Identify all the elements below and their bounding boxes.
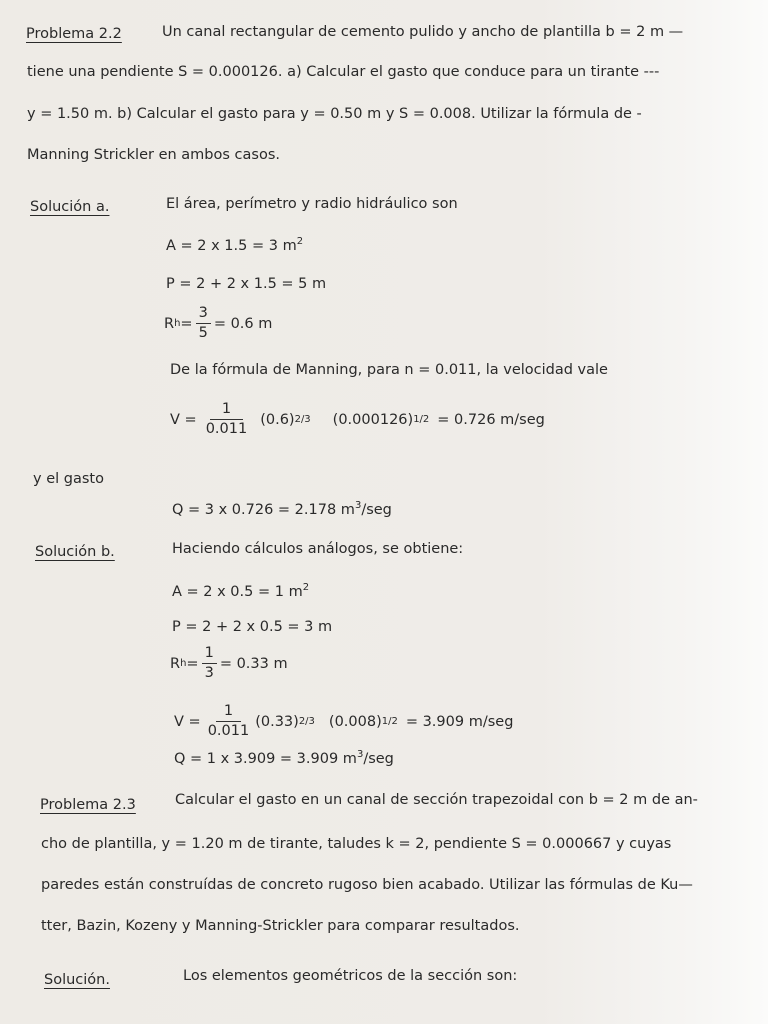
fraction: $\frac{3}{5}$ (196, 306, 211, 342)
problem-2-2-line-3: y = 1.50 m. b) Calcular el gasto para y = 0.50 m y S = 0.008. Utilizar la fórmula de - (27, 106, 642, 122)
problem-2-3-line-4: tter, Bazin, Kozeny y Manning-Strickler para comparar resultados. (41, 918, 520, 934)
solution-a-velocity: V = $\frac{1}{0.011}$ (0.6) 2/3 (0.000126) 1/2 = 0.726 m/seg (170, 401, 545, 437)
solution-a-gasto-label: y el gasto (33, 471, 104, 487)
solution-b-velocity: V = $\frac{1}{0.011}$ (0.33) 2/3 (0.008) 1/2 = 3.909 m/seg (174, 703, 514, 739)
solution-a-hydraulic-radius: R h = $\frac{3}{5}$ = 0.6 m (164, 305, 273, 341)
problem-2-2-label: Problema 2.2 (26, 26, 122, 42)
problem-2-3-label: Problema 2.3 (40, 797, 136, 813)
fraction: $\frac{1}{0.011}$ (205, 401, 248, 437)
solution-2-3-intro: Los elementos geométricos de la sección son: (183, 968, 518, 984)
solution-b-area: A = 2 x 0.5 = 1 $m^2$ (172, 582, 310, 600)
solution-b-intro: Haciendo cálculos análogos, se obtiene: (172, 541, 464, 557)
solution-a-label: Solución a. (30, 199, 110, 215)
problem-2-2-line-1: Un canal rectangular de cemento pulido y ancho de plantilla b = 2 m — (162, 24, 684, 40)
problem-2-3-line-3: paredes están construídas de concreto rugoso bien acabado. Utilizar las fórmulas de Ku— (41, 877, 693, 893)
fraction: $\frac{1}{0.011}$ (207, 703, 250, 739)
problem-2-2-line-4: Manning Strickler en ambos casos. (27, 147, 280, 163)
problem-2-2-line-2: tiene una pendiente S = 0.000126. a) Calcular el gasto que conduce para un tirante --- (27, 64, 660, 80)
solution-b-label: Solución b. (35, 544, 115, 560)
solution-a-perimeter: P = 2 + 2 x 1.5 = 5 m (166, 276, 327, 292)
solution-a-area: A = 2 x 1.5 = 3 $m^2$ (166, 236, 304, 254)
solution-b-hydraulic-radius: R h = $\frac{1}{3}$ = 0.33 m (170, 645, 288, 681)
solution-a-manning-text: De la fórmula de Manning, para n = 0.011, la velocidad vale (170, 362, 608, 378)
solution-2-3-label: Solución. (44, 972, 110, 988)
solution-b-perimeter: P = 2 + 2 x 0.5 = 3 m (172, 619, 333, 635)
problem-2-3-line-1: Calcular el gasto en un canal de sección trapezoidal con b = 2 m de an- (175, 792, 698, 808)
solution-a-discharge: Q = 3 x 0.726 = 2.178 $m^3$/seg (172, 500, 392, 518)
solution-a-intro: El área, perímetro y radio hidráulico son (166, 196, 458, 212)
fraction: $\frac{1}{3}$ (202, 646, 217, 682)
solution-b-discharge: Q = 1 x 3.909 = 3.909 $m^3$/seg (174, 749, 394, 767)
problem-2-3-line-2: cho de plantilla, y = 1.20 m de tirante, taludes k = 2, pendiente S = 0.000667 y cuyas (41, 836, 672, 852)
